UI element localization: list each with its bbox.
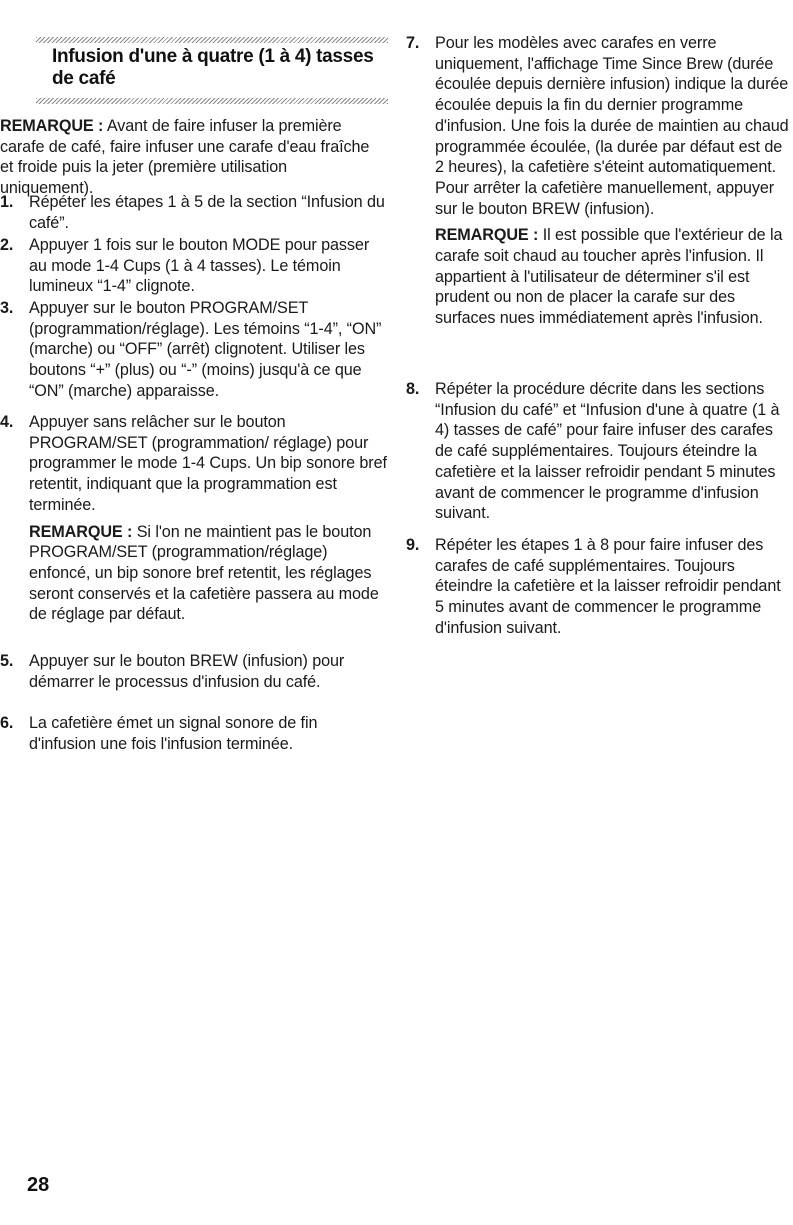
step-number: 7. bbox=[406, 34, 420, 52]
step-text: Répéter la procédure décrite dans les sections “Infusion du café” et “Infusion d'une à quatre (1 à 4) tasses de café” pour faire infuser des carafes de café supplémentaires. Toujours éteindre la cafetière et la laisser refroidir pendant 5 minutes avant de commencer le programme d'infusion suivant. bbox=[435, 380, 780, 523]
step-text: Appuyer sur le bouton PROGRAM/SET (programmation/réglage). Les témoins “1-4”, “ON” (marche) ou “OFF” (arrêt) clignotent. Utiliser les boutons “+” (plus) ou “-” (moins) jusqu'à ce que “ON” (marche) apparaisse. bbox=[29, 299, 382, 400]
note-text: Il est possible que l'extérieur de la carafe soit chaud au toucher après l'infusion. Il appartient à l'utilisateur de déterminer s'il est prudent ou non de placer la carafe sur des surfaces nues immédiatement après l'infusion. bbox=[435, 226, 783, 328]
note-text: Si l'on ne maintient pas le bouton PROGRAM/SET (programmation/réglage) enfoncé, un bip sonore bref retentit, les réglages seront conservés et la cafetière passera au mode de réglage par défaut. bbox=[29, 522, 379, 624]
step-number: 1. bbox=[0, 193, 14, 211]
step-4-note bbox=[29, 522, 388, 626]
heading-rule-bottom bbox=[36, 98, 388, 104]
step-number: 4. bbox=[0, 413, 14, 431]
step-number: 2. bbox=[0, 236, 14, 254]
step-text: Appuyer sur le bouton BREW (infusion) pour démarrer le processus d'infusion du café. bbox=[29, 652, 345, 691]
step-text: Pour les modèles avec carafes en verre uniquement, l'affichage Time Since Brew (durée écoulée depuis dernière infusion) indique la durée écoulée depuis la fin du dernier programme d'infusion. Une fois la durée de maintien au chaud programmée écoulée, (la durée par défaut est de 2 heures), la cafetière s'éteint automatiquement. Pour arrêter la cafetière manuellement, appuyer sur le bouton BREW (infusion). bbox=[435, 34, 789, 218]
step-number: 6. bbox=[0, 714, 14, 732]
note-label: REMARQUE : bbox=[435, 226, 539, 245]
step-number: 3. bbox=[0, 299, 14, 317]
intro-note bbox=[0, 116, 372, 199]
heading-rule-top bbox=[36, 37, 388, 43]
intro-note-text: Avant de faire infuser la première carafe de café, faire infuser une carafe d'eau fraîche et froide puis la jeter (première utilisation uniquement). bbox=[0, 117, 370, 198]
step-7-note bbox=[435, 225, 790, 329]
step-text: Appuyer 1 fois sur le bouton MODE pour passer au mode 1-4 Cups (1 à 4 tasses). Le témoin lumineux “1-4” clignote. bbox=[29, 236, 370, 296]
step-text: Répéter les étapes 1 à 5 de la section “Infusion du café”. bbox=[29, 193, 385, 232]
step-text: Répéter les étapes 1 à 8 pour faire infuser des carafes de café supplémentaires. Toujours éteindre la cafetière et la laisser refroidir pendant 5 minutes avant de commencer le programme d'infusion suivant. bbox=[435, 536, 781, 637]
step-text: La cafetière émet un signal sonore de fin d'infusion une fois l'infusion terminée. bbox=[29, 714, 318, 753]
intro-note-label: REMARQUE : bbox=[0, 117, 104, 135]
step-number: 8. bbox=[406, 380, 420, 398]
step-text: Appuyer sans relâcher sur le bouton PROGRAM/SET (programmation/ réglage) pour programmer le mode 1-4 Cups. Un bip sonore bref retentit, indiquant que la programmation est terminée. bbox=[29, 413, 387, 514]
step-number: 5. bbox=[0, 652, 14, 670]
section-heading: Infusion d'une à quatre (1 à 4) tasses de café bbox=[52, 46, 374, 89]
note-label: REMARQUE : bbox=[29, 522, 133, 541]
step-number: 9. bbox=[406, 536, 420, 554]
page-number: 28 bbox=[27, 1174, 50, 1196]
